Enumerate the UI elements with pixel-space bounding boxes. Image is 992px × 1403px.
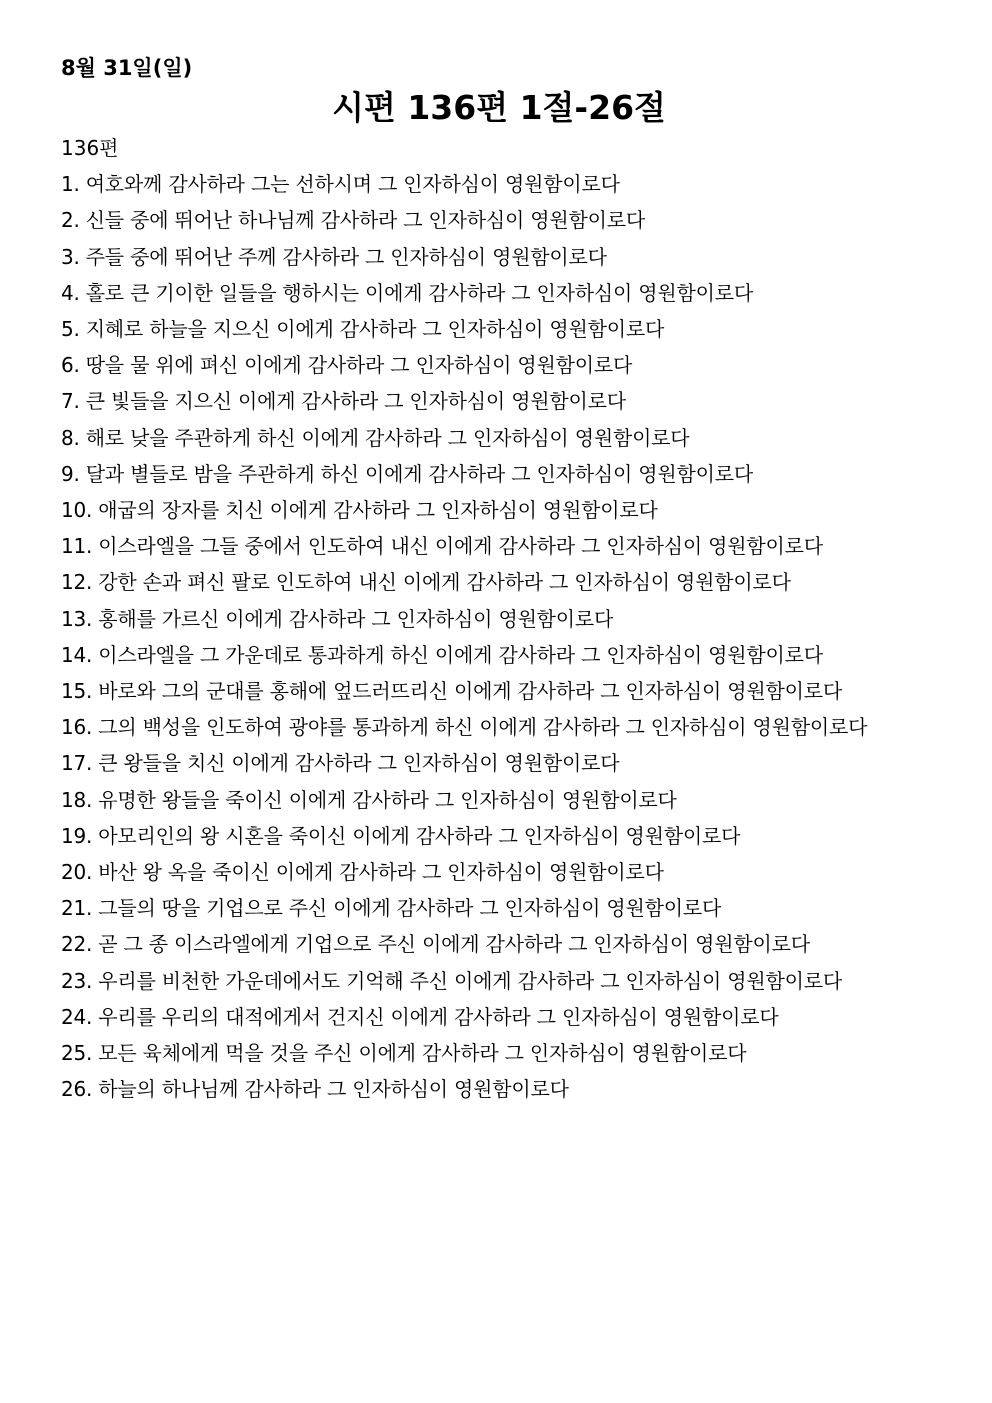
- verse-item: [61, 347, 937, 383]
- verse-item: [61, 492, 937, 528]
- verse-list: [61, 166, 937, 1107]
- verse-number: 5.: [61, 317, 80, 341]
- verse-text: 애굽의 장자를 치신 이에게 감사하라 그 인자하심이 영원함이로다: [98, 498, 658, 523]
- verse-number: 14.: [61, 642, 93, 667]
- verse-number: 6.: [61, 353, 80, 378]
- verse-number: 17.: [61, 751, 93, 776]
- verse-text: 홍해를 가르신 이에게 감사하라 그 인자하심이 영원함이로다: [98, 606, 614, 631]
- verse-text: 곧 그 종 이스라엘에게 기업으로 주신 이에게 감사하라 그 인자하심이 영원함이로다: [98, 932, 810, 957]
- verse-text: 땅을 물 위에 펴신 이에게 감사하라 그 인자하심이 영원함이로다: [85, 353, 633, 378]
- verse-number: 13.: [61, 606, 93, 631]
- verse-number: 18.: [61, 787, 93, 812]
- verse-item: [61, 890, 937, 926]
- verse-number: 25.: [61, 1041, 93, 1066]
- verse-item: [61, 854, 937, 890]
- document-date: 8월 31일(일): [61, 56, 193, 80]
- verse-number: 23.: [61, 968, 93, 993]
- verse-item: [61, 564, 937, 600]
- verse-text: 모든 육체에게 먹을 것을 주신 이에게 감사하라 그 인자하심이 영원함이로다: [98, 1041, 747, 1066]
- verse-item: [61, 311, 937, 347]
- verse-item: [61, 818, 937, 854]
- verse-text: 달과 별들로 밤을 주관하게 하신 이에게 감사하라 그 인자하심이 영원함이로다: [85, 461, 753, 486]
- verse-number: 8.: [61, 425, 80, 450]
- verse-item: [61, 1071, 937, 1107]
- verse-text: 해로 낮을 주관하게 하신 이에게 감사하라 그 인자하심이 영원함이로다: [85, 425, 690, 450]
- verse-number: 10.: [61, 498, 93, 523]
- verse-text: 신들 중에 뛰어난 하나님께 감사하라 그 인자하심이 영원함이로다: [85, 208, 646, 233]
- verse-text: 이스라엘을 그 가운데로 통과하게 하신 이에게 감사하라 그 인자하심이 영원함이로다: [98, 642, 823, 667]
- verse-item: [61, 601, 937, 637]
- verse-number: 4.: [61, 280, 80, 305]
- verse-text: 그들의 땅을 기업으로 주신 이에게 감사하라 그 인자하심이 영원함이로다: [98, 896, 722, 921]
- verse-text: 우리를 우리의 대적에게서 건지신 이에게 감사하라 그 인자하심이 영원함이로다: [98, 1004, 779, 1029]
- verse-item: [61, 963, 937, 999]
- verse-item: [61, 637, 937, 673]
- verse-text: 큰 왕들을 치신 이에게 감사하라 그 인자하심이 영원함이로다: [98, 751, 620, 776]
- verse-text: 지혜로 하늘을 지으신 이에게 감사하라 그 인자하심이 영원함이로다: [85, 317, 665, 341]
- verse-item: [61, 202, 937, 238]
- verse-item: [61, 420, 937, 456]
- verse-item: [61, 673, 937, 709]
- verse-text: 우리를 비천한 가운데에서도 기억해 주신 이에게 감사하라 그 인자하심이 영원함이로다: [98, 968, 842, 993]
- document-page: [61, 50, 937, 1107]
- verse-item: [61, 456, 937, 492]
- verse-number: 12.: [61, 570, 93, 595]
- verse-item: [61, 239, 937, 275]
- verse-item: [61, 745, 937, 781]
- verse-item: [61, 926, 937, 962]
- verse-number: 20.: [61, 860, 93, 885]
- verse-number: 16.: [61, 715, 93, 740]
- page-title: 시편 136편 1절-26절: [332, 88, 666, 127]
- verse-text: 하늘의 하나님께 감사하라 그 인자하심이 영원함이로다: [98, 1077, 569, 1102]
- verse-text: 이스라엘을 그들 중에서 인도하여 내신 이에게 감사하라 그 인자하심이 영원함이로다: [98, 534, 823, 559]
- verse-item: [61, 383, 937, 419]
- verse-number: 22.: [61, 932, 93, 957]
- verse-item: [61, 275, 937, 311]
- verse-text: 유명한 왕들을 죽이신 이에게 감사하라 그 인자하심이 영원함이로다: [98, 787, 677, 812]
- verse-number: 26.: [61, 1077, 93, 1102]
- verse-text: 그의 백성을 인도하여 광야를 통과하게 하신 이에게 감사하라 그 인자하심이 영원함이로다: [98, 715, 868, 740]
- verse-item: [61, 999, 937, 1035]
- verse-text: 아모리인의 왕 시혼을 죽이신 이에게 감사하라 그 인자하심이 영원함이로다: [98, 823, 741, 848]
- verse-text: 여호와께 감사하라 그는 선하시며 그 인자하심이 영원함이로다: [85, 172, 620, 197]
- verse-number: 24.: [61, 1004, 93, 1029]
- verse-number: 2.: [61, 208, 80, 233]
- verse-text: 강한 손과 펴신 팔로 인도하여 내신 이에게 감사하라 그 인자하심이 영원함이로다: [98, 570, 791, 595]
- verse-item: [61, 782, 937, 818]
- verse-number: 9.: [61, 461, 80, 486]
- verse-number: 3.: [61, 244, 80, 269]
- verse-text: 큰 빛들을 지으신 이에게 감사하라 그 인자하심이 영원함이로다: [85, 389, 626, 414]
- verse-text: 홀로 큰 기이한 일들을 행하시는 이에게 감사하라 그 인자하심이 영원함이로다: [85, 280, 753, 305]
- verse-number: 7.: [61, 389, 80, 414]
- verse-number: 11.: [61, 534, 93, 559]
- verse-number: 1.: [61, 172, 80, 197]
- verse-text: 바산 왕 옥을 죽이신 이에게 감사하라 그 인자하심이 영원함이로다: [98, 860, 664, 885]
- verse-item: [61, 528, 937, 564]
- verse-item: [61, 1035, 937, 1071]
- verse-number: 15.: [61, 679, 93, 704]
- verse-number: 21.: [61, 896, 93, 921]
- verse-item: [61, 166, 937, 202]
- verse-text: 바로와 그의 군대를 홍해에 엎드러뜨리신 이에게 감사하라 그 인자하심이 영원함이로다: [98, 679, 842, 704]
- chapter-label: 136편: [61, 136, 119, 160]
- verse-number: 19.: [61, 823, 93, 848]
- verse-text: 주들 중에 뛰어난 주께 감사하라 그 인자하심이 영원함이로다: [85, 244, 607, 269]
- verse-item: [61, 709, 937, 745]
